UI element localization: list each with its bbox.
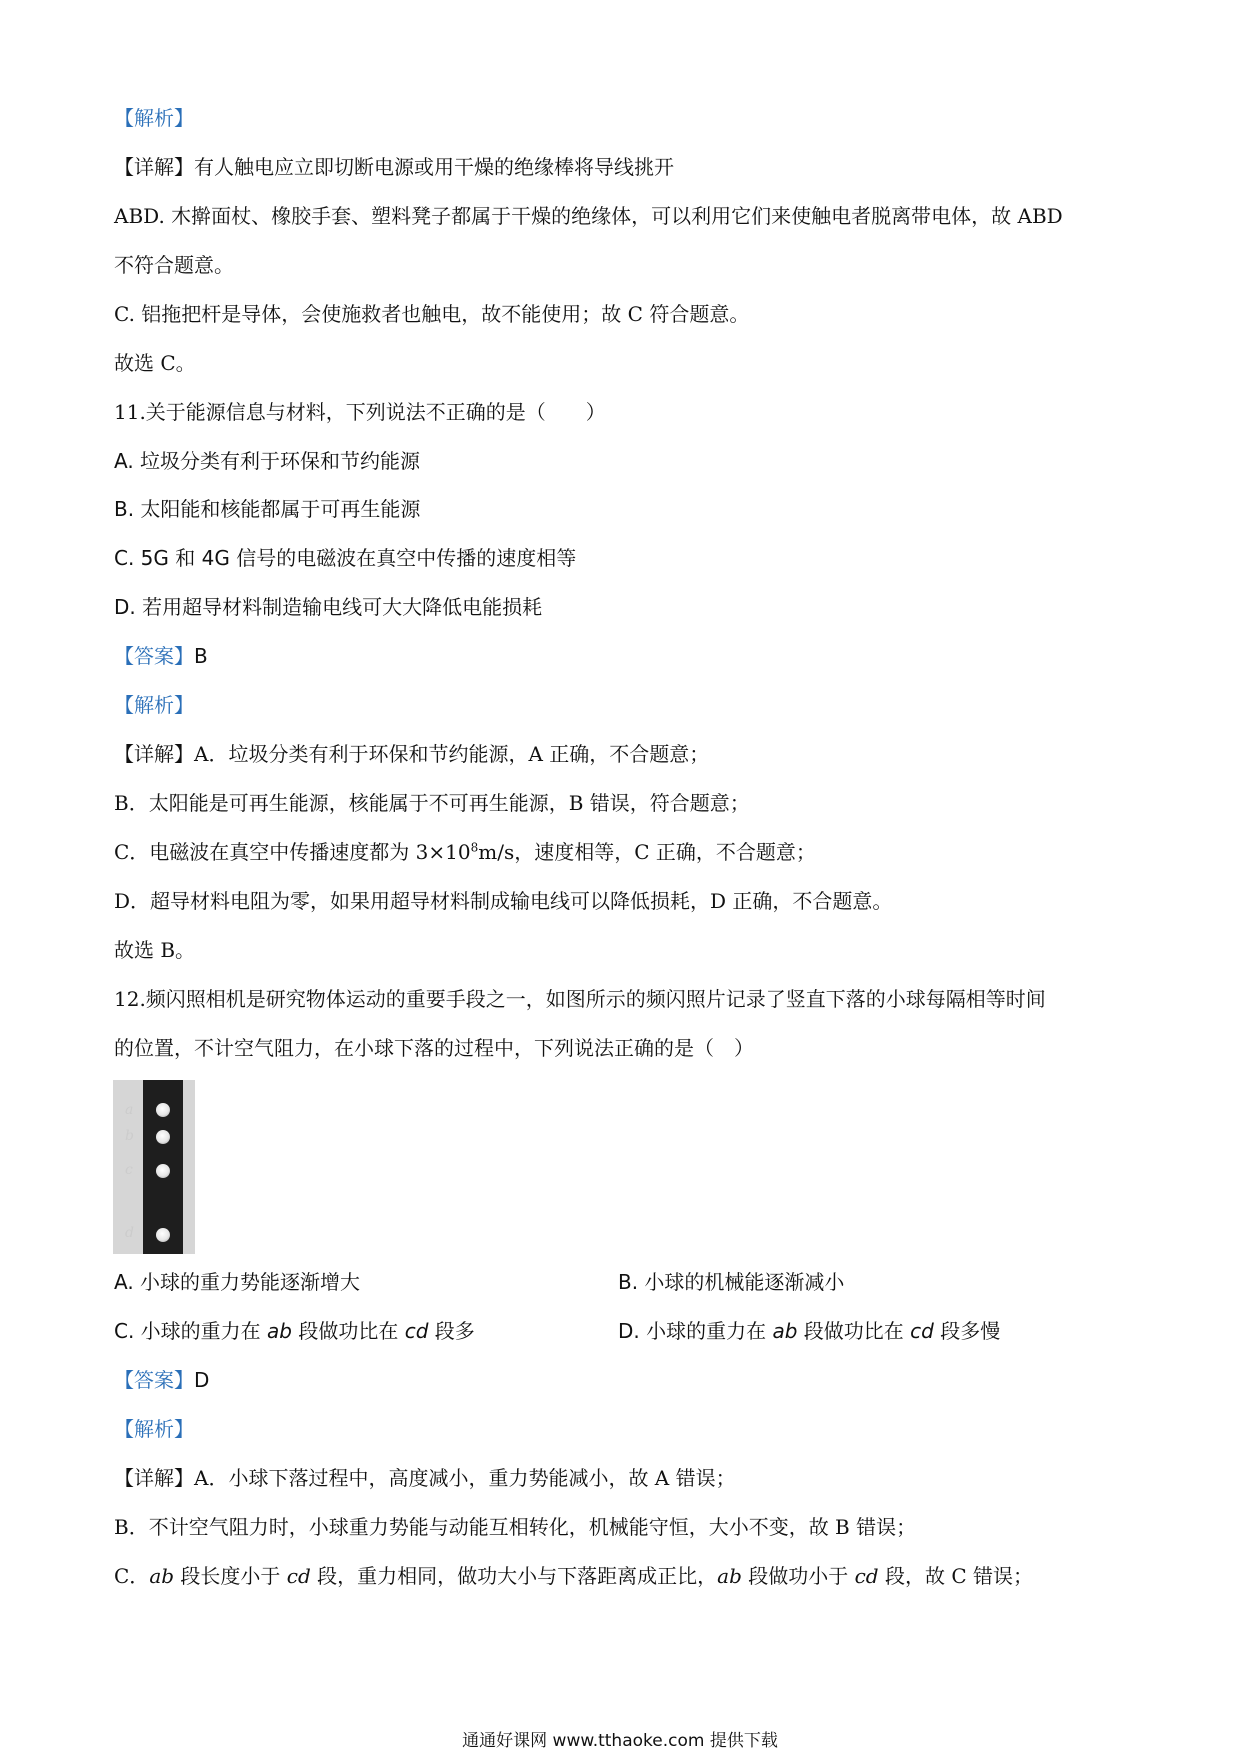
detail-c-var4: cd	[854, 1564, 879, 1588]
detail-c-pre: C．电磁波在真空中传播速度都为 3×10	[114, 840, 471, 864]
option-d-var2: cd	[910, 1319, 934, 1343]
detail-c-part5: 段，故 C 错误；	[878, 1564, 1033, 1588]
exponent: 8	[470, 840, 479, 855]
label-a: a	[125, 1102, 134, 1118]
detail-text: 【详解】有人触电应立即切断电源或用干燥的绝缘棒将导线挑开	[114, 155, 674, 179]
q12-option-a: A. 小球的重力势能逐渐增大	[114, 1270, 361, 1294]
q12-stem-line1: 12.频闪照相机是研究物体运动的重要手段之一，如图所示的频闪照片记录了竖直下落的小球每隔相等时间	[114, 987, 1046, 1011]
detail-abd-line1: ABD. 木擀面杖、橡胶手套、塑料凳子都属于干燥的绝缘体，可以利用它们来使触电者脱离带电体，故 ABD	[114, 204, 1063, 228]
q12-stem-line2: 的位置，不计空气阻力，在小球下落的过程中，下列说法正确的是（ ）	[114, 1036, 754, 1060]
detail-c-var1: ab	[149, 1564, 175, 1588]
ball-a	[156, 1103, 170, 1117]
q12-detail-c	[114, 1562, 1033, 1590]
q11-option-d: D. 若用超导材料制造输电线可大大降低电能损耗	[114, 595, 543, 619]
q12-analysis-label: 【解析】	[114, 1417, 194, 1441]
detail-abd-line2: 不符合题意。	[114, 253, 234, 277]
option-d-pre: D. 小球的重力在	[618, 1319, 773, 1343]
option-d-var1: ab	[772, 1319, 798, 1343]
conclusion: 故选 C。	[114, 351, 196, 375]
detail-c-post: m/s，速度相等，C 正确，不合题意；	[478, 840, 816, 864]
detail-c-var3: ab	[717, 1564, 742, 1588]
page-footer: 通通好课网 www.tthaoke.com 提供下载	[462, 1731, 778, 1751]
q12-detail-b: B．不计空气阻力时，小球重力势能与动能互相转化，机械能守恒，大小不变，故 B 错误；	[114, 1515, 917, 1539]
detail-c-part1: C．	[114, 1564, 150, 1588]
detail-c-line: C. 铝拖把杆是导体，会使施救者也触电，故不能使用；故 C 符合题意。	[114, 302, 750, 326]
option-c-pre: C. 小球的重力在	[114, 1319, 268, 1343]
detail-c-var2: cd	[286, 1564, 311, 1588]
answer-value: B	[194, 644, 208, 668]
analysis-label: 【解析】	[114, 106, 194, 130]
option-c-var1: ab	[267, 1319, 292, 1343]
detail-c-part2: 段长度小于	[174, 1564, 287, 1588]
ball-d	[156, 1228, 170, 1242]
q11-option-c: C. 5G 和 4G 信号的电磁波在真空中传播的速度相等	[114, 546, 577, 570]
detail-c-part3: 段，重力相同，做功大小与下落距离成正比，	[310, 1564, 718, 1588]
answer-value: D	[194, 1368, 210, 1392]
option-d-post: 段多慢	[933, 1319, 1001, 1343]
ball-c	[156, 1164, 170, 1178]
answer-label: 【答案】	[114, 1368, 194, 1392]
label-b: b	[125, 1128, 134, 1144]
option-c-mid: 段做功比在	[292, 1319, 405, 1343]
ball-b	[156, 1130, 170, 1144]
q11-detail-a: 【详解】A．垃圾分类有利于环保和节约能源，A 正确，不合题意；	[114, 742, 710, 766]
q11-detail-c	[114, 838, 816, 866]
q11-stem: 11.关于能源信息与材料，下列说法不正确的是（ ）	[114, 400, 606, 424]
q12-answer	[114, 1366, 209, 1394]
q11-detail-d: D．超导材料电阻为零，如果用超导材料制成输电线可以降低损耗，D 正确，不合题意。	[114, 889, 893, 913]
q12-option-c	[114, 1317, 475, 1345]
q11-option-b: B. 太阳能和核能都属于可再生能源	[114, 497, 421, 521]
detail-c-part4: 段做功小于	[741, 1564, 855, 1588]
q11-option-a: A. 垃圾分类有利于环保和节约能源	[114, 449, 421, 473]
q11-analysis-label: 【解析】	[114, 693, 194, 717]
option-d-mid: 段做功比在	[797, 1319, 911, 1343]
q12-option-b: B. 小球的机械能逐渐减小	[618, 1270, 845, 1294]
label-c: c	[125, 1162, 133, 1178]
label-d: d	[125, 1225, 134, 1241]
q12-option-d	[618, 1317, 1000, 1345]
q11-conclusion: 故选 B。	[114, 938, 196, 962]
q12-detail-a: 【详解】A．小球下落过程中，高度减小，重力势能减小，故 A 错误；	[114, 1466, 736, 1490]
q11-answer	[114, 642, 208, 670]
strobe-photo	[113, 1080, 195, 1254]
option-c-post: 段多	[428, 1319, 475, 1343]
option-c-var2: cd	[404, 1319, 429, 1343]
answer-label: 【答案】	[114, 644, 194, 668]
q11-detail-b: B．太阳能是可再生能源，核能属于不可再生能源，B 错误，符合题意；	[114, 791, 750, 815]
